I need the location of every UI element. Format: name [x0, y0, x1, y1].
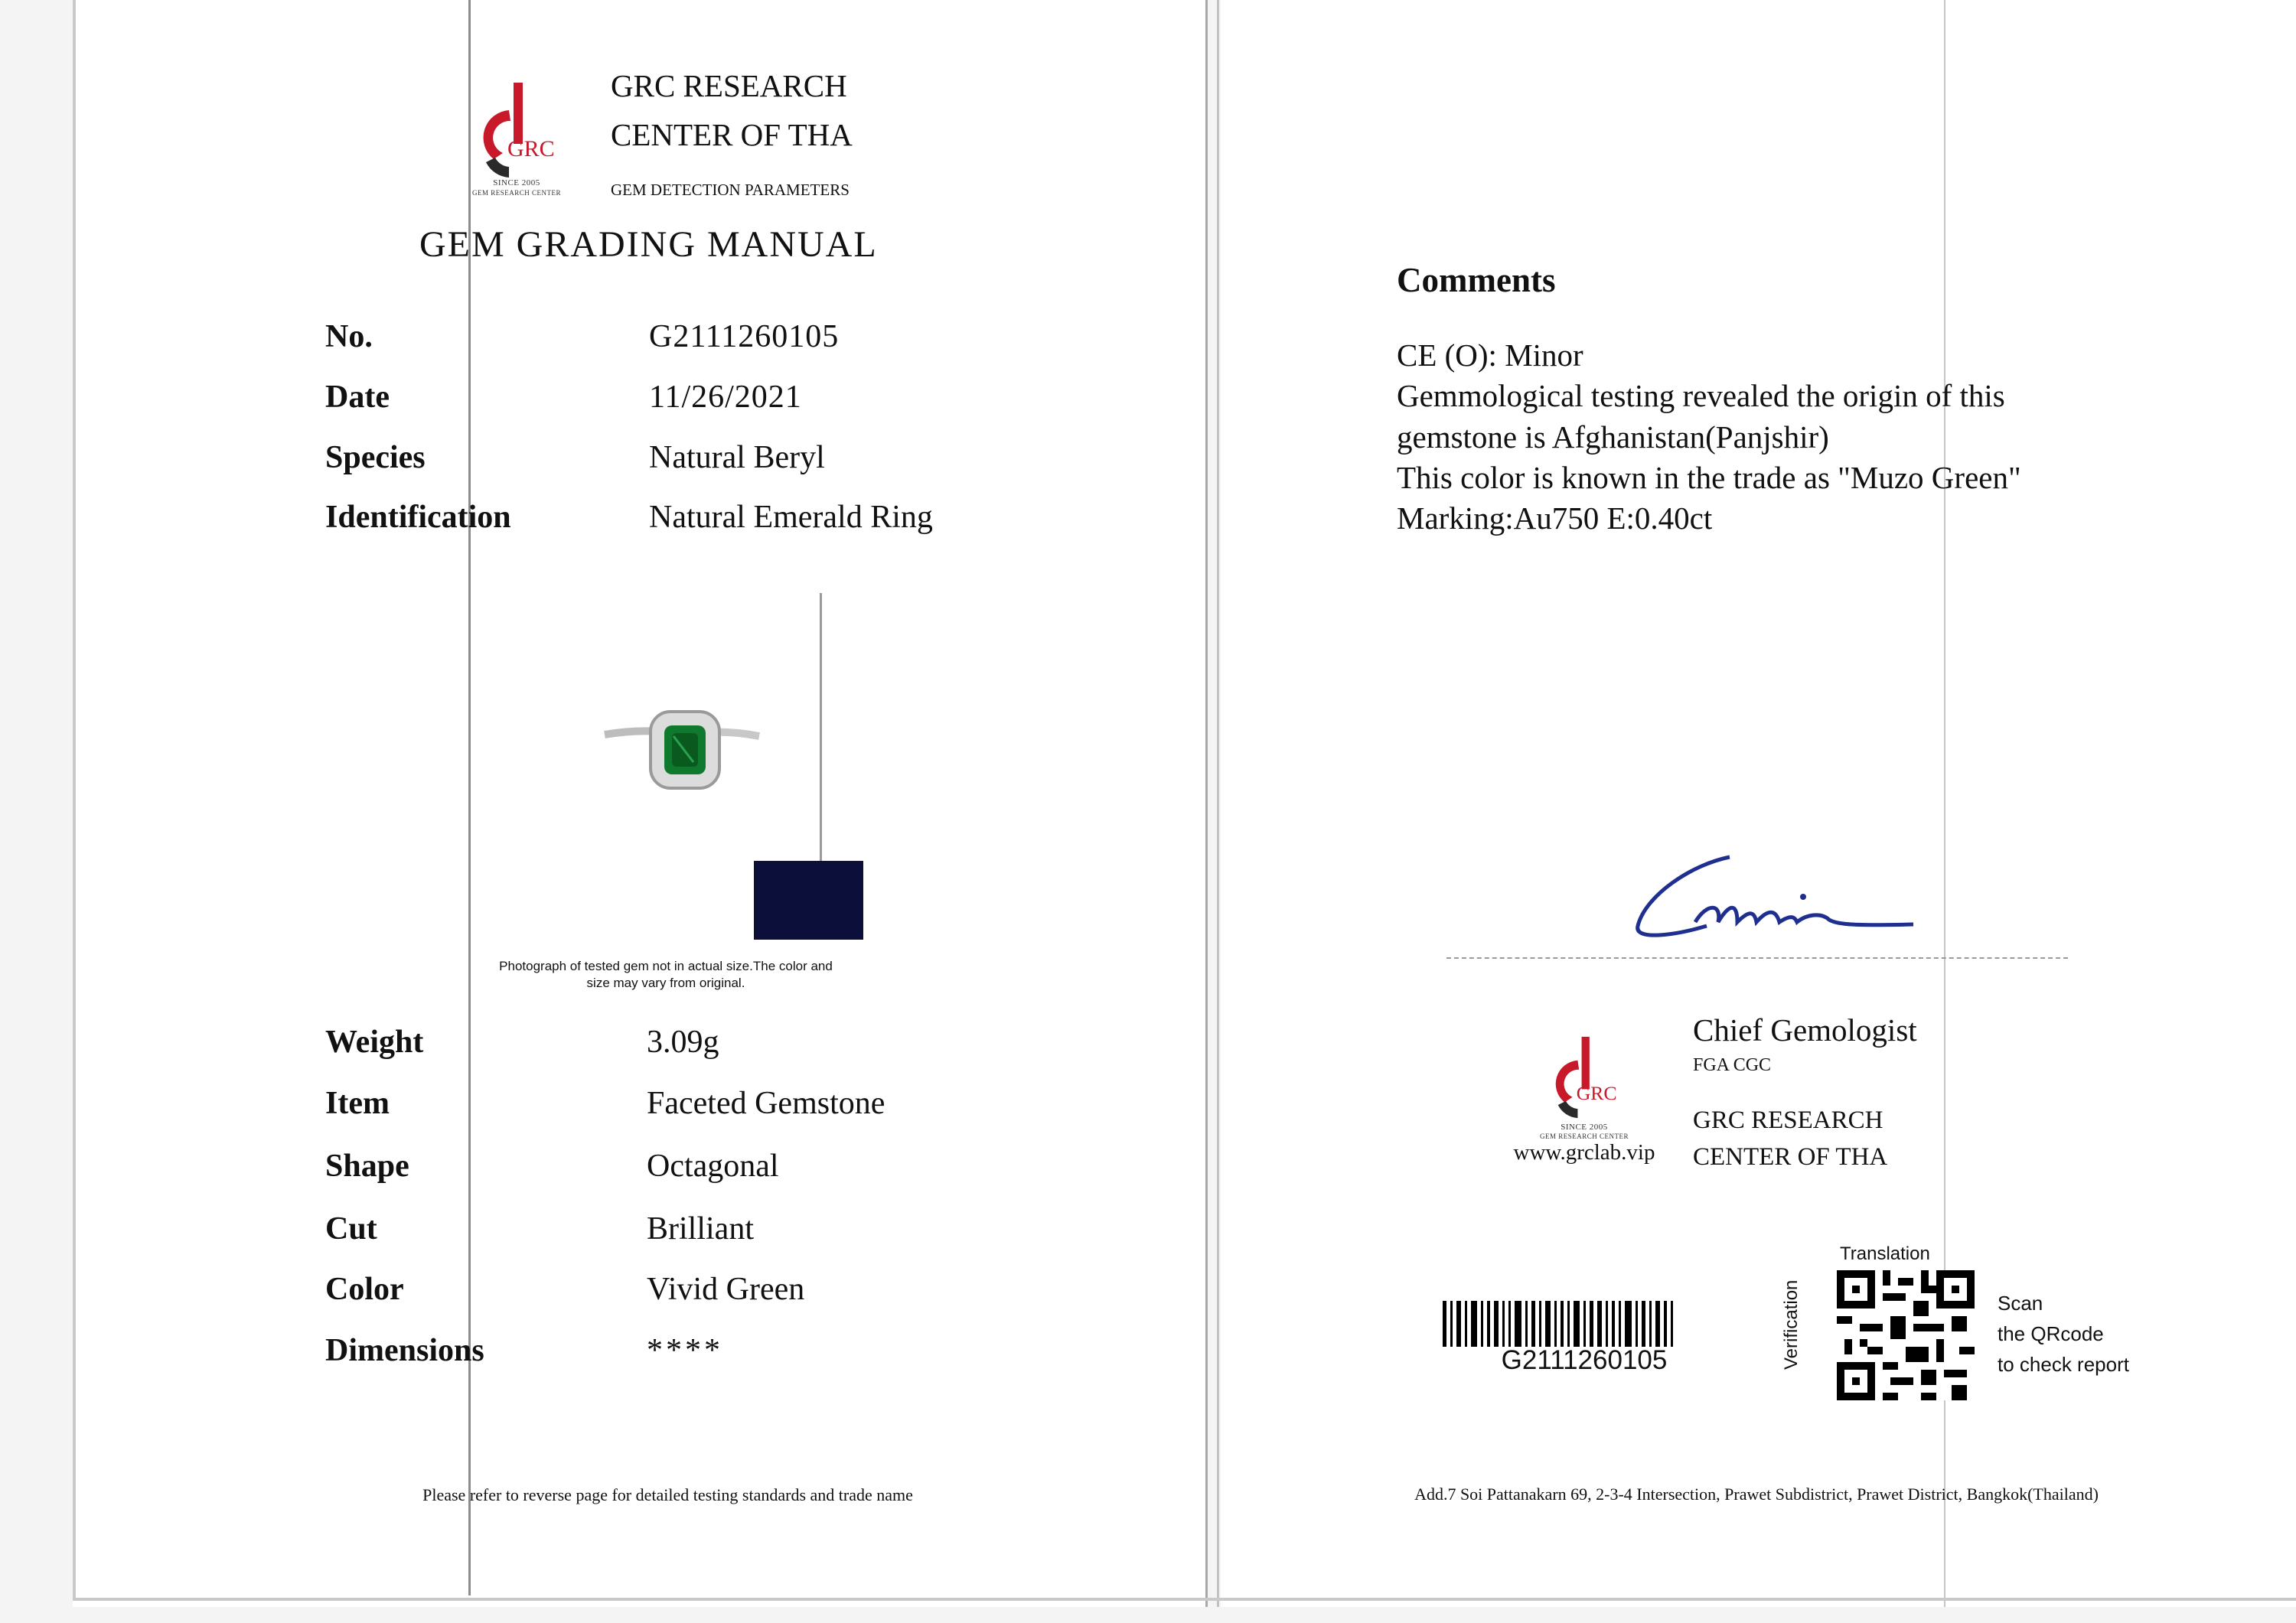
website: www.grclab.vip [1513, 1140, 1655, 1165]
scan-line-1: Scan [1998, 1292, 2043, 1315]
signer-org-line1: GRC RESEARCH [1693, 1106, 1883, 1134]
field-label-shape: Shape [325, 1149, 409, 1184]
photo-caption-line2: size may vary from original. [586, 976, 745, 990]
comment-line-3: gemstone is Afghanistan(Panjshir) [1397, 419, 1829, 455]
field-value-color: Vivid Green [647, 1272, 805, 1307]
logo-since: SINCE 2005 [493, 178, 540, 187]
signature [1623, 849, 1921, 949]
field-label-weight: Weight [325, 1025, 424, 1060]
photo-pin-line [820, 593, 822, 865]
field-label-date: Date [325, 380, 390, 415]
grc-logo-top [463, 77, 570, 199]
grc-logo-bottom [1531, 1031, 1638, 1154]
logo-since-sub: GEM RESEARCH CENTER [471, 189, 561, 197]
logo-bottom-since: SINCE 2005 [1561, 1123, 1608, 1132]
qr-verification-label: Verification [1781, 1279, 1802, 1370]
field-value-no: G2111260105 [649, 319, 840, 354]
field-label-species: Species [325, 440, 426, 475]
grc-logo-bottom-icon [1531, 1031, 1638, 1123]
comment-line-2: Gemmological testing revealed the origin of this [1397, 378, 2005, 413]
field-value-identification: Natural Emerald Ring [649, 500, 933, 535]
field-label-no: No. [325, 319, 373, 354]
field-label-dimensions: Dimensions [325, 1333, 484, 1368]
gem-color-swatch [754, 861, 863, 940]
qr-translation-label: Translation [1840, 1243, 1930, 1264]
field-label-cut: Cut [325, 1211, 377, 1247]
center-fold-line-2 [1217, 0, 1219, 1607]
field-value-cut: Brilliant [647, 1211, 754, 1247]
photo-caption-line1: Photograph of tested gem not in actual size.The color and [499, 959, 833, 973]
comment-line-1: CE (O): Minor [1397, 337, 1583, 373]
field-value-item: Faceted Gemstone [647, 1086, 885, 1121]
field-value-shape: Octagonal [647, 1149, 779, 1184]
logo-bottom-text: GRC [1576, 1082, 1617, 1105]
manual-title: GEM GRADING MANUAL [419, 224, 878, 265]
field-label-color: Color [325, 1272, 404, 1307]
field-value-date: 11/26/2021 [649, 380, 802, 415]
left-edge-line [73, 0, 76, 1599]
barcode [1443, 1301, 1677, 1347]
footer-note-left: Please refer to reverse page for detailed testing standards and trade name [422, 1485, 913, 1504]
comment-line-4: This color is known in the trade as "Muzo Green" [1397, 460, 2021, 495]
field-label-item: Item [325, 1086, 390, 1121]
signature-line [1446, 957, 2068, 959]
org-name-line1: GRC RESEARCH [611, 68, 847, 103]
org-name-line2: CENTER OF THA [611, 117, 853, 152]
qr-code-icon [1837, 1270, 1975, 1400]
bottom-edge-line [73, 1598, 2296, 1601]
logo-text: GRC [507, 136, 555, 161]
field-value-weight: 3.09g [647, 1025, 719, 1060]
field-value-species: Natural Beryl [649, 440, 825, 475]
field-value-dimensions: **** [647, 1333, 723, 1368]
right-page [1221, 0, 2296, 1607]
signer-title: Chief Gemologist [1693, 1012, 1917, 1048]
grc-logo-icon [463, 77, 570, 184]
barcode-number: G2111260105 [1501, 1345, 1668, 1375]
footer-address: Add.7 Soi Pattanakarn 69, 2-3-4 Intersection, Prawet Subdistrict, Prawet District, Bangkok(Thailand) [1414, 1484, 2099, 1504]
signer-credentials: FGA CGC [1693, 1055, 1772, 1075]
scan-line-3: to check report [1998, 1353, 2129, 1376]
center-fold-line-1 [1205, 0, 1208, 1607]
detection-parameters-subtitle: GEM DETECTION PARAMETERS [611, 181, 850, 199]
signer-org-line2: CENTER OF THA [1693, 1143, 1888, 1171]
comments-title: Comments [1397, 261, 1556, 299]
logo-bottom-since-sub: GEM RESEARCH CENTER [1539, 1133, 1629, 1140]
comment-line-5: Marking:Au750 E:0.40ct [1397, 500, 1713, 536]
emerald-ring-photo [597, 689, 765, 796]
field-label-identification: Identification [325, 500, 511, 535]
scan-line-2: the QRcode [1998, 1322, 2104, 1345]
